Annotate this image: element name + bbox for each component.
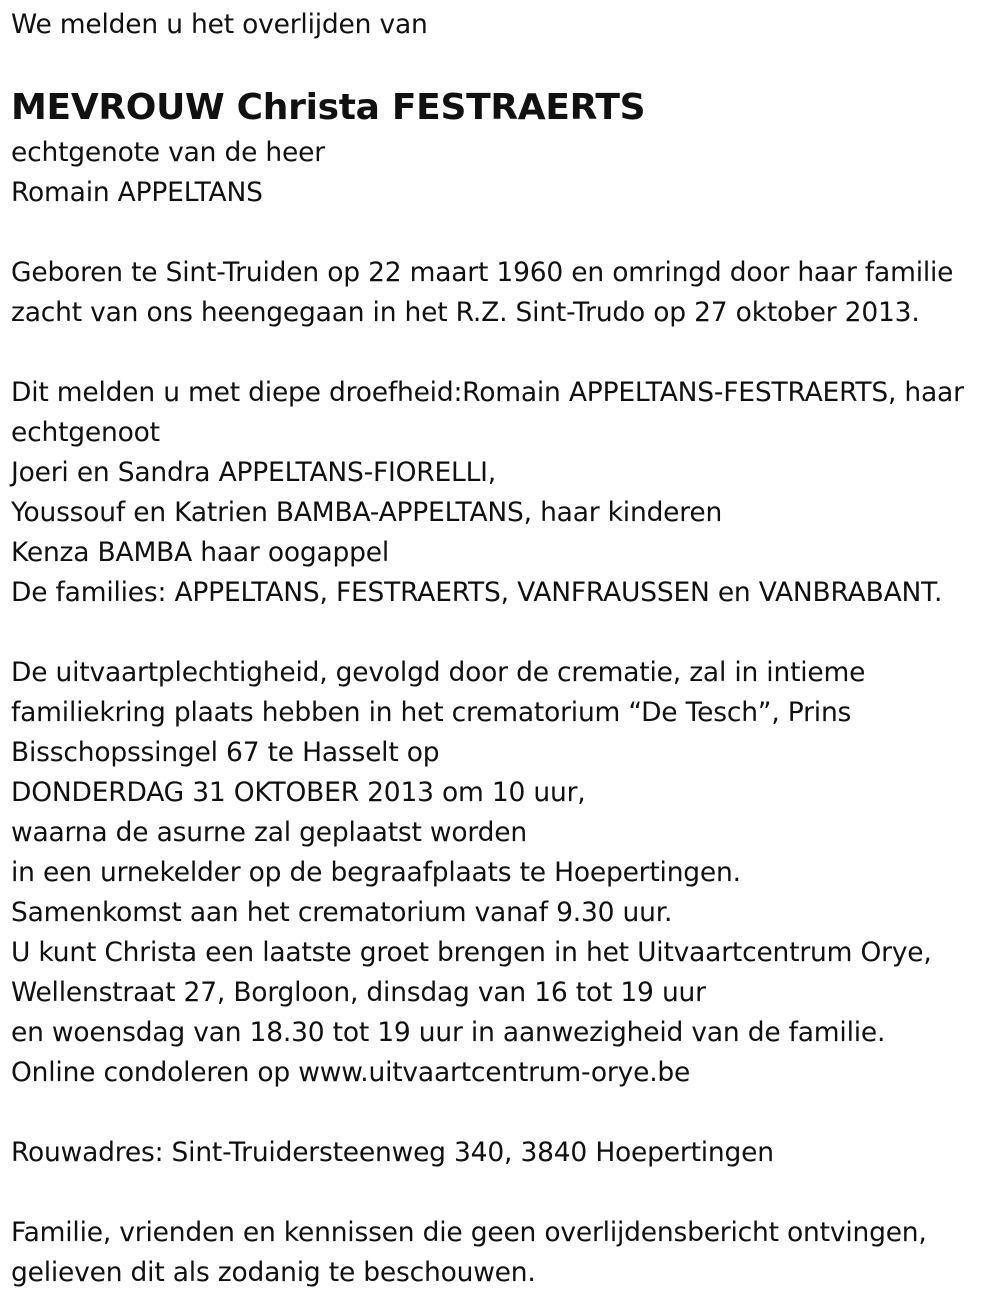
mourning-address: Rouwadres: Sint-Truidersteenweg 340, 3840 Hoepertingen: [11, 1137, 774, 1168]
family-line: De families: APPELTANS, FESTRAERTS, VANFRAUSSEN en VANBRABANT.: [11, 577, 943, 608]
ceremony-line: in een urnekelder op de begraafplaats te Hoepertingen.: [11, 857, 741, 888]
intro-text: We melden u het overlijden van: [11, 9, 428, 40]
spouse-line: Romain APPELTANS: [11, 177, 263, 208]
spacer: [11, 1173, 991, 1213]
family-line: echtgenoot: [11, 417, 160, 448]
ceremony-line: familiekring plaats hebben in het crematorium “De Tesch”, Prins: [11, 697, 852, 728]
ceremony-line: Bisschopssingel 67 te Hasselt op: [11, 737, 440, 768]
obituary-document: [11, 5, 991, 1293]
closing-line: gelieven dit als zodanig te beschouwen.: [11, 1257, 536, 1288]
family-line: Dit melden u met diepe droefheid:Romain APPELTANS-FESTRAERTS, haar: [11, 377, 964, 408]
spacer: [11, 1093, 991, 1133]
ceremony-line: De uitvaartplechtigheid, gevolgd door de crematie, zal in intieme: [11, 657, 866, 688]
spacer: [11, 333, 991, 373]
spacer: [11, 613, 991, 653]
ceremony-line: U kunt Christa een laatste groet brengen in het Uitvaartcentrum Orye,: [11, 937, 932, 968]
closing-line: Familie, vrienden en kennissen die geen overlijdensbericht ontvingen,: [11, 1217, 927, 1248]
ceremony-line: en woensdag van 18.30 tot 19 uur in aanwezigheid van de familie.: [11, 1017, 886, 1048]
birth-death-line: zacht van ons heengegaan in het R.Z. Sint-Trudo op 27 oktober 2013.: [11, 297, 920, 328]
spouse-line: echtgenote van de heer: [11, 137, 325, 168]
deceased-name: MEVROUW Christa FESTRAERTS: [11, 87, 646, 128]
family-line: Kenza BAMBA haar oogappel: [11, 537, 390, 568]
ceremony-line: Samenkomst aan het crematorium vanaf 9.30 uur.: [11, 897, 673, 928]
family-line: Youssouf en Katrien BAMBA-APPELTANS, haar kinderen: [11, 497, 723, 528]
ceremony-line: DONDERDAG 31 OKTOBER 2013 om 10 uur,: [11, 777, 586, 808]
spacer: [11, 213, 991, 253]
ceremony-line: Wellenstraat 27, Borgloon, dinsdag van 16 tot 19 uur: [11, 977, 706, 1008]
family-line: Joeri en Sandra APPELTANS-FIORELLI,: [11, 457, 497, 488]
birth-death-line: Geboren te Sint-Truiden op 22 maart 1960 en omringd door haar familie: [11, 257, 954, 288]
ceremony-line: waarna de asurne zal geplaatst worden: [11, 817, 527, 848]
condolence-link-line: Online condoleren op www.uitvaartcentrum-orye.be: [11, 1057, 691, 1088]
spacer: [11, 45, 991, 83]
